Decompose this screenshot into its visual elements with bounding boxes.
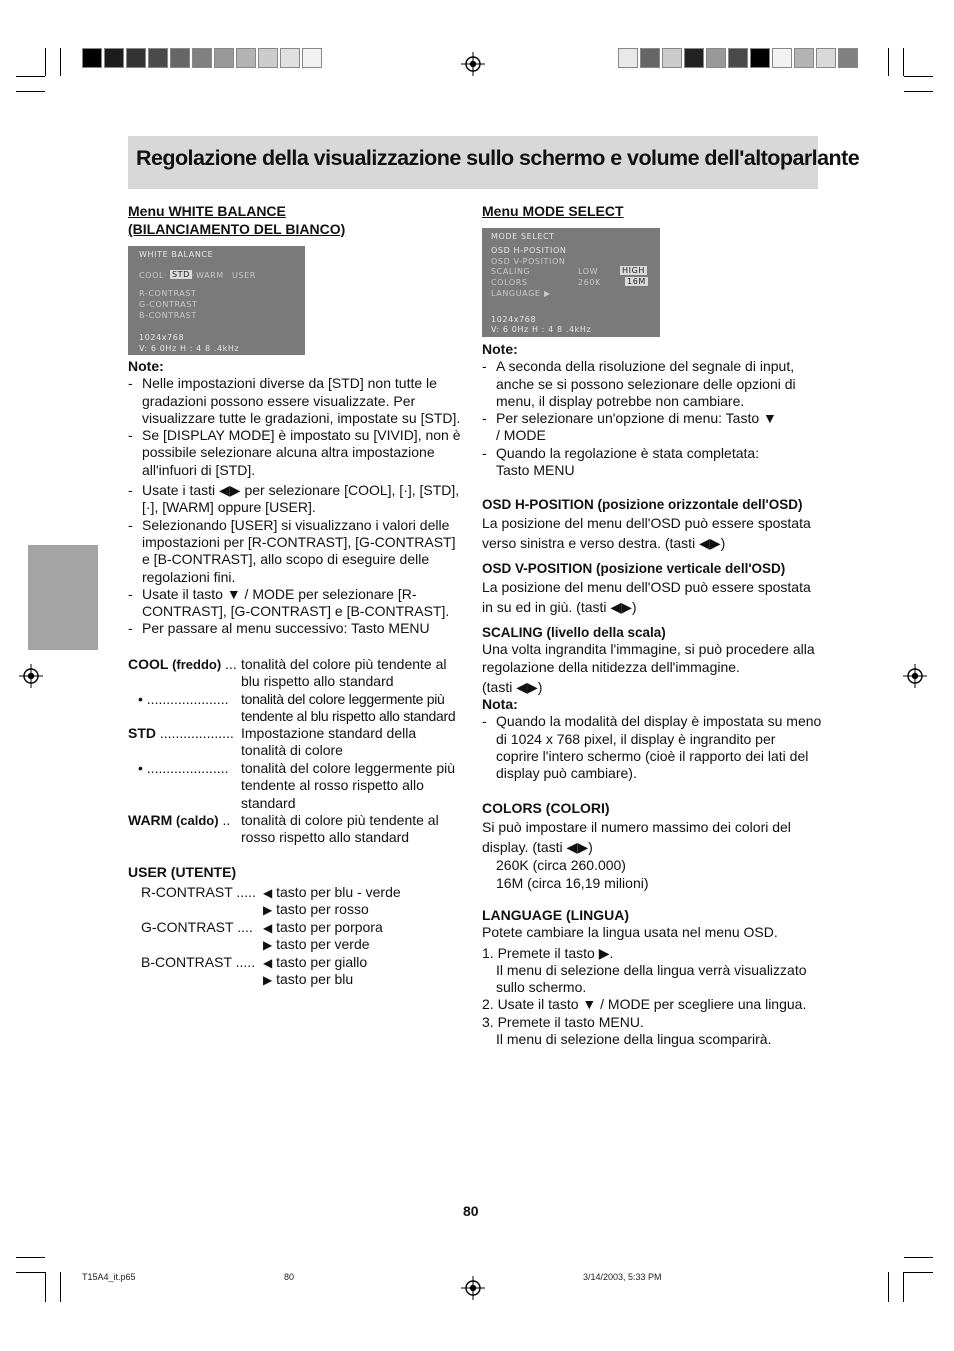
crop-mark (903, 1272, 904, 1302)
language-step: 1. Premete il tasto ▶. (482, 944, 614, 961)
def-bullet: • ..................... tonalità del colore leggermente più tendente al blu rispetto allo standard (138, 691, 462, 708)
colors-section (482, 800, 818, 892)
def-bullet: • ..................... tonalità del colore leggermente più tendente al rosso rispetto allo standard (138, 760, 462, 777)
scaling-text: Una volta ingrandita l'immagine, si può procedere alla regolazione della nitidezza dell'immagine. (482, 641, 815, 675)
user-label: USER (UTENTE) (128, 864, 237, 880)
color-bar-right (618, 48, 860, 68)
mode-select-heading: Menu MODE SELECT (482, 203, 624, 219)
footer-page: 80 (284, 1272, 295, 1282)
osd-resolution: 1024x768 (139, 333, 185, 342)
scaling-keys: (tasti ◀▶) (482, 678, 543, 695)
crop-mark (904, 1257, 933, 1258)
note-item: - Se [DISPLAY MODE] è impostato su [VIVID], non è possibile selezionare alcuna altra impostazione all'infuori di [STD]. (128, 427, 462, 479)
osd-option-dot: · (164, 271, 168, 280)
osd-b-contrast: B-CONTRAST (139, 311, 197, 320)
osd-scaling-high: HIGH (622, 266, 645, 275)
v-position-title: OSD V-POSITION (posizione verticale dell'OSD) (482, 561, 786, 576)
mode-select-notes (482, 341, 818, 479)
note-label: Note: (482, 341, 518, 357)
colors-text: Si può impostare il numero massimo dei colori del display. (tasti ◀▶) (482, 819, 791, 856)
user-row-b: B-CONTRAST ..... ◀ tasto per giallo ▶ tasto per blu (141, 954, 368, 987)
crop-mark (904, 1272, 933, 1273)
language-step: 2. Usate il tasto ▼ / MODE per scegliere una lingua. (482, 996, 807, 1013)
note-item: - Per passare al menu successivo: Tasto MENU (128, 620, 462, 637)
note-item: - Selezionando [USER] si visualizzano i valori delle impostazioni per [R-CONTRAST], [G-CONTRAST] e [B-CONTRAST], allo scopo di eseguire delle regolazioni fini. (128, 517, 462, 586)
language-text: Potete cambiare la lingua usata nel menu OSD. (482, 924, 778, 941)
crop-mark (16, 1272, 45, 1273)
osd-option-std: STD (172, 270, 190, 279)
left-arrow-icon: ◀ (263, 956, 273, 970)
def-cool: COOL (freddo) ... tonalità del colore più tendente al blu rispetto allo standard (128, 656, 462, 673)
registration-mark-icon (903, 664, 927, 688)
mode-select-osd-screen (482, 228, 660, 337)
osd-option-user: USER (232, 271, 256, 280)
crop-mark (903, 48, 904, 76)
crop-mark (45, 1272, 46, 1302)
language-title: LANGUAGE (LINGUA) (482, 907, 629, 923)
white-balance-notes (128, 358, 462, 638)
crop-mark (888, 48, 889, 76)
note-item: - Usate i tasti ◀▶ per selezionare [COOL], [·], [STD], [·], [WARM] oppure [USER]. (128, 482, 462, 517)
def-desc: tonalità del colore leggermente più tendente al blu rispetto allo standard (241, 691, 456, 725)
note-item: - Nelle impostazioni diverse da [STD] non tutte le gradazioni possono essere visualizzate. Per visualizzare tutte le gradazioni, impostate su [STD]. (128, 375, 462, 427)
note-label: Note: (128, 358, 164, 374)
osd-option-dot: · (192, 271, 196, 280)
side-tab (28, 545, 98, 650)
osd-v-position: OSD V-POSITION (491, 257, 566, 266)
left-arrow-icon: ◀ (263, 886, 273, 900)
user-row-r: R-CONTRAST ..... ◀ tasto per blu - verde ▶ tasto per rosso (141, 884, 401, 917)
osd-r-contrast: R-CONTRAST (139, 289, 197, 298)
osd-scaling: SCALING (491, 267, 531, 276)
language-section (482, 907, 822, 1048)
h-position-text: La posizione del menu dell'OSD può essere spostata verso sinistra e verso destra. (tasti ◀▶) (482, 515, 811, 552)
osd-option-warm: WARM (196, 271, 224, 280)
crop-mark (60, 48, 61, 76)
v-position-section (482, 560, 818, 617)
v-position-text: La posizione del menu dell'OSD può essere spostata in su ed in giù. (tasti ◀▶) (482, 579, 811, 616)
registration-mark-icon (461, 52, 485, 76)
colors-option: 260K (circa 260.000) (496, 857, 626, 874)
nota-label: Nota: (482, 696, 518, 713)
osd-h-position: OSD H-POSITION (491, 246, 567, 255)
h-position-title: OSD H-POSITION (posizione orizzontale dell'OSD) (482, 497, 803, 512)
crop-mark (904, 91, 933, 92)
osd-colors-16m: 16M (627, 277, 646, 286)
language-step: Il menu di selezione della lingua scomparirà. (496, 1031, 772, 1048)
title-band (128, 136, 860, 189)
def-desc: tonalità del colore leggermente più tendente al rosso rispetto allo standard (241, 760, 456, 811)
note-item: - Per selezionare un'opzione di menu: Tasto ▼ / MODE (482, 410, 818, 445)
h-position-section (482, 496, 818, 553)
osd-title: WHITE BALANCE (139, 250, 214, 259)
language-step: 3. Premete il tasto MENU. (482, 1013, 644, 1030)
right-arrow-icon: ▶ (263, 938, 273, 952)
nota-item: - Quando la modalità del display è impostata su meno di 1024 x 768 pixel, il display è ingrandito per coprire l'intero schermo (cioè il rapporto dei lati del display può cambiare). (482, 713, 822, 782)
osd-language: LANGUAGE (491, 289, 541, 298)
note-item: - Usate il tasto ▼ / MODE per selezionare [R-CONTRAST], [G-CONTRAST] e [B-CONTRAST]. (128, 586, 462, 621)
page-title: Regolazione della visualizzazione sullo schermo e volume dell'altoparlante (136, 146, 860, 170)
page-number: 80 (463, 1203, 479, 1219)
def-desc: tonalità di colore più tendente al rosso rispetto allo standard (241, 812, 439, 846)
osd-title: MODE SELECT (491, 232, 555, 241)
footer-file: T15A4_it.p65 (82, 1272, 136, 1282)
def-desc: tonalità del colore più tendente al blu rispetto allo standard (241, 656, 447, 690)
white-balance-osd-screen (128, 246, 305, 355)
note-item: - A seconda della risoluzione del segnale di input, anche se si possono selezionare delle opzioni di menu, il display potrebbe non cambiare. (482, 358, 818, 410)
note-item: - Quando la regolazione è stata completata: Tasto MENU (482, 445, 818, 480)
def-warm: WARM (caldo) .. tonalità di colore più tendente al rosso rispetto allo standard (128, 812, 462, 829)
registration-mark-icon (461, 1276, 485, 1300)
right-arrow-icon: ▶ (263, 973, 273, 987)
osd-option-cool: COOL (139, 271, 165, 280)
def-desc: Impostazione standard della tonalità di colore (241, 725, 417, 759)
user-row-g: G-CONTRAST .... ◀ tasto per porpora ▶ tasto per verde (141, 919, 383, 952)
white-balance-heading: Menu WHITE BALANCE (BILANCIAMENTO DEL BIANCO) (128, 203, 346, 237)
osd-resolution: 1024x768 (491, 315, 537, 324)
registration-mark-icon (19, 664, 43, 688)
osd-language-arrow-icon: ▶ (544, 289, 551, 298)
colors-option: 16M (circa 16,19 milioni) (496, 874, 649, 891)
def-std: STD ................... Impostazione standard della tonalità di colore (128, 725, 462, 742)
osd-g-contrast: G-CONTRAST (139, 300, 198, 309)
colors-title: COLORS (COLORI) (482, 800, 610, 816)
osd-colors-260k: 260K (578, 278, 601, 287)
crop-mark (888, 1272, 889, 1302)
osd-frequency: V: 6 0Hz H : 4 8 .4kHz (491, 325, 592, 334)
left-arrow-icon: ◀ (263, 921, 273, 935)
language-step: Il menu di selezione della lingua verrà visualizzato sullo schermo. (496, 961, 807, 996)
footer-date: 3/14/2003, 5:33 PM (583, 1272, 662, 1282)
osd-frequency: V: 6 0Hz H : 4 8 .4kHz (139, 344, 240, 353)
crop-mark (45, 48, 46, 76)
crop-mark (16, 91, 45, 92)
scaling-title: SCALING (livello della scala) (482, 625, 666, 640)
color-bar-left (82, 48, 324, 68)
crop-mark (16, 76, 45, 77)
crop-mark (60, 1272, 61, 1302)
crop-mark (904, 76, 933, 77)
right-arrow-icon: ▶ (263, 903, 273, 917)
scaling-section (482, 624, 822, 783)
crop-mark (16, 1257, 45, 1258)
osd-colors: COLORS (491, 278, 528, 287)
osd-scaling-low: LOW (578, 267, 599, 276)
